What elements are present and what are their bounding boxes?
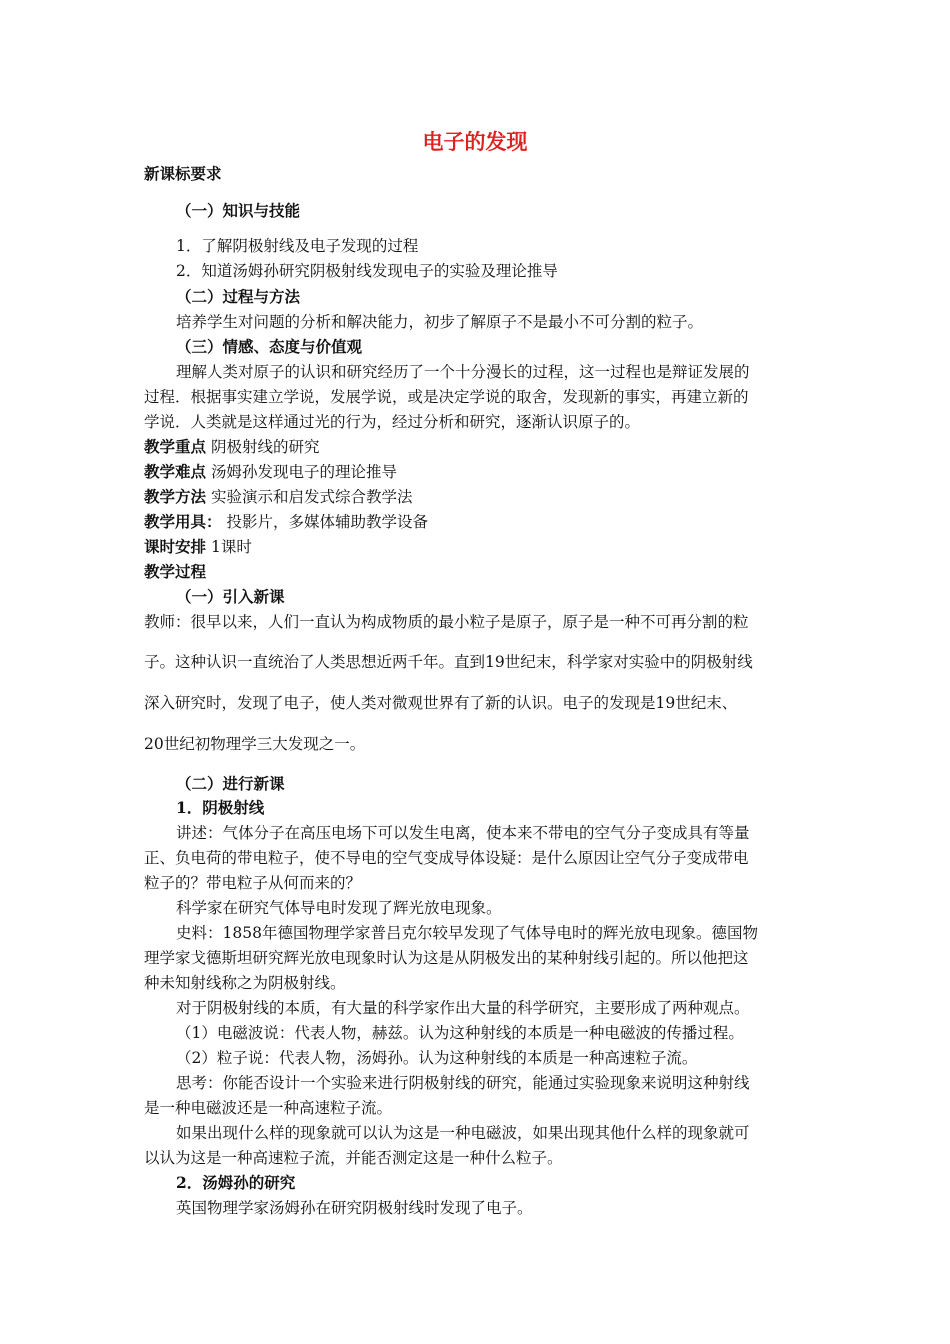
values-line-3: 学说．人类就是这样通过光的行为，经过分析和研究，逐渐认识原子的。 bbox=[144, 413, 641, 431]
meta-schedule-label: 课时安排 bbox=[144, 537, 207, 556]
sec1-line-10: （2）粒子说：代表人物，汤姆孙。认为这种射线的本质是一种高速粒子流。 bbox=[176, 1049, 698, 1067]
meta-schedule-value: 1课时 bbox=[210, 538, 252, 556]
teaching-process-heading: 教学过程 bbox=[144, 562, 207, 581]
sec1-line-3: 粒子的？带电粒子从何而来的？ bbox=[144, 874, 362, 892]
meta-schedule bbox=[144, 537, 814, 557]
process-method-text: 培养学生对问题的分析和解决能力，初步了解原子不是最小不可分割的粒子。 bbox=[176, 313, 704, 331]
meta-tools-label: 教学用具： bbox=[144, 512, 222, 531]
meta-method bbox=[144, 487, 814, 507]
knowledge-heading: （一）知识与技能 bbox=[176, 201, 301, 220]
meta-focus-value: 阴极射线的研究 bbox=[210, 438, 320, 456]
sec1-line-11: 思考：你能否设计一个实验来进行阴极射线的研究，能通过实验现象来说明这种射线 bbox=[176, 1074, 750, 1092]
sec1-line-8: 对于阴极射线的本质，有大量的科学家作出大量的科学研究，主要形成了两种观点。 bbox=[176, 999, 750, 1017]
meta-difficulty-label: 教学难点 bbox=[144, 462, 207, 481]
sec1-line-2: 正、负电荷的带电粒子，使不导电的空气变成导体设疑：是什么原因让空气分子变成带电 bbox=[144, 849, 749, 867]
requirements-heading: 新课标要求 bbox=[144, 164, 222, 183]
sec1-line-13: 如果出现什么样的现象就可以认为这是一种电磁波，如果出现其他什么样的现象就可 bbox=[176, 1124, 750, 1142]
sec2-line-1: 英国物理学家汤姆孙在研究阴极射线时发现了电子。 bbox=[176, 1199, 533, 1217]
intro-line-1: 教师：很早以来，人们一直认为构成物质的最小粒子是原子，原子是一种不可再分割的粒 bbox=[144, 613, 749, 631]
sec1-line-5: 史料：1858年德国物理学家普吕克尔较早发现了气体导电时的辉光放电现象。德国物 bbox=[176, 924, 758, 942]
knowledge-item-2: 2．知道汤姆孙研究阴极射线发现电子的实验及理论推导 bbox=[176, 262, 558, 280]
meta-tools-value: 投影片，多媒体辅助教学设备 bbox=[226, 513, 428, 531]
sec1-line-9: （1）电磁波说：代表人物，赫兹。认为这种射线的本质是一种电磁波的传播过程。 bbox=[176, 1024, 744, 1042]
meta-tools bbox=[144, 512, 814, 532]
meta-difficulty bbox=[144, 462, 814, 482]
meta-focus bbox=[144, 437, 814, 457]
section-thomson-heading: 2．汤姆孙的研究 bbox=[176, 1173, 296, 1192]
meta-difficulty-value: 汤姆孙发现电子的理论推导 bbox=[210, 463, 397, 481]
sec1-line-12: 是一种电磁波还是一种高速粒子流。 bbox=[144, 1099, 393, 1117]
process-method-heading: （二）过程与方法 bbox=[176, 287, 301, 306]
intro-heading: （一）引入新课 bbox=[176, 587, 285, 606]
sec1-line-6: 理学家戈德斯坦研究辉光放电现象时认为这是从阴极发出的某种射线引起的。所以他把这 bbox=[144, 949, 749, 967]
page-title: 电子的发现 bbox=[422, 129, 528, 154]
values-line-1: 理解人类对原子的认识和研究经历了一个十分漫长的过程，这一过程也是辩证发展的 bbox=[176, 363, 750, 381]
meta-method-label: 教学方法 bbox=[144, 487, 207, 506]
sec1-line-7: 种未知射线称之为阴极射线。 bbox=[144, 974, 346, 992]
intro-line-4: 20世纪初物理学三大发现之一。 bbox=[144, 735, 366, 753]
section-cathode-rays-heading: 1．阴极射线 bbox=[176, 798, 265, 817]
sec1-line-1: 讲述：气体分子在高压电场下可以发生电离，使本来不带电的空气分子变成具有等量 bbox=[176, 824, 750, 842]
knowledge-item-1: 1．了解阴极射线及电子发现的过程 bbox=[176, 237, 419, 255]
meta-method-value: 实验演示和启发式综合教学法 bbox=[210, 488, 413, 506]
sec1-line-14: 以认为这是一种高速粒子流，并能否测定这是一种什么粒子。 bbox=[144, 1149, 563, 1167]
intro-line-3: 深入研究时，发现了电子，使人类对微观世界有了新的认识。电子的发现是19世纪末、 bbox=[144, 694, 738, 712]
meta-focus-label: 教学重点 bbox=[144, 437, 207, 456]
sec1-line-4: 科学家在研究气体导电时发现了辉光放电现象。 bbox=[176, 899, 502, 917]
values-line-2: 过程．根据事实建立学说，发展学说，或是决定学说的取舍，发现新的事实，再建立新的 bbox=[144, 388, 749, 406]
new-lesson-heading: （二）进行新课 bbox=[176, 774, 285, 793]
intro-line-2: 子。这种认识一直统治了人类思想近两千年。直到19世纪末，科学家对实验中的阴极射线 bbox=[144, 653, 753, 671]
values-heading: （三）情感、态度与价值观 bbox=[176, 337, 363, 356]
